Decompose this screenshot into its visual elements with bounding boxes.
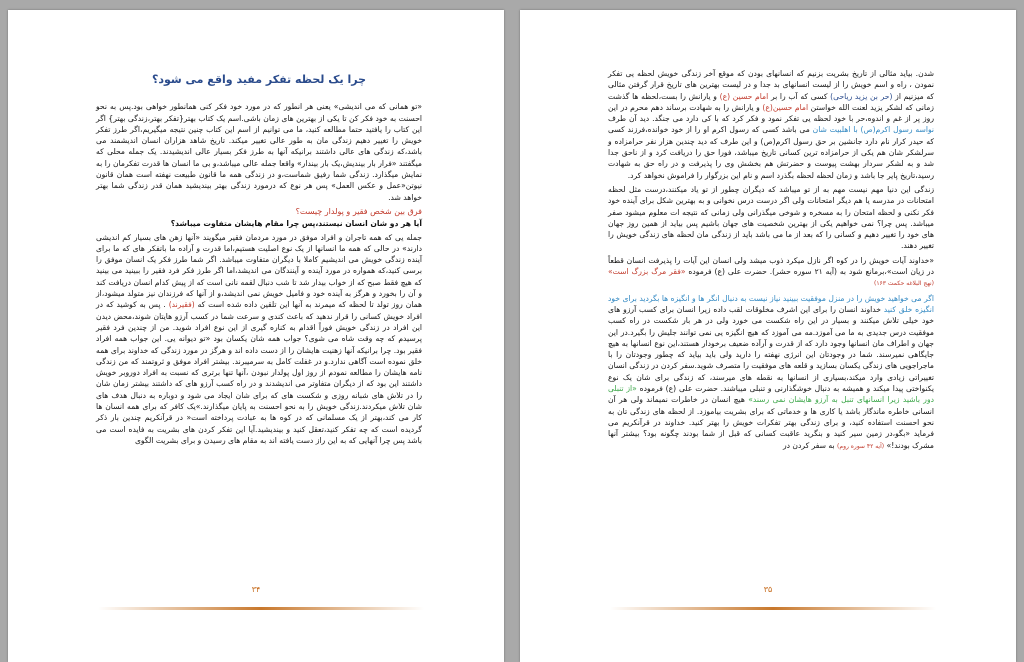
highlight-quote: «از تنبلی دور باشید زیرا انسانهای تنبل به آرزو هایشان نمی رسند» xyxy=(608,384,935,405)
body-text: . پس به کوشید که در افراد خویش کسانی را قرار ندهید که باعث کندی و سرعت شما در کسب آرزو هایتان شوند،محض دیدن این افراد در زندگی خویش فوراً اقدام به کناره گیری از این نوع افراد شوید. من از چندین فرد فقیر پرسیدم که چه وقت شاه می شوی؟ جواب همه شان یکسان بود «تو دیوانه یی. این جواب همه افراد فقیر بود. چرا برانیکه آنها زهنیت هایشان را از دست داده اند و هرگز در مورد زندگی که خداوند برای همه خلق نموده است آگاهی ندارد.و در غفلت کامل به سرمیبرند. بیشتر افراد موفق و ثروتمند که من زندگی نامه هایشان را مطالعه نمودم از روز اول پولدار نبودن ،آنها تنها برتری که نسبت به افراد دوروبر خویش داشتند این بود که از دیگران متفاوتر می اندیشدند و در راه کسب آرزو های که داشتند بیشتر زمان شان را در تلاش های شبانه روزی و شکست های که برای شان ایجاد می شود و دوباره به دنبال هدف های شان تلاش میکردند.زندگی خویش را به نحو احسنت به پایان میگذارند.»یک کافر که برای همه انسان ها کار می کند،بهتر از یک مسلمانی که در کوه ها به عبادت پرداخته است« در قرآنکریم چندین بار ذکر گردیده است که چه تفکر کنید،تعقل کنید و بیندیشید.آیا این تفکر کردن های بشریت به فایده است می باشد پس چرا آنهایی که به این راز دست یافته اند به مقام های رسیدن و برای بشریت الگوی xyxy=(96,300,422,445)
body-text: شدن. بیاید مثالی از تاریخ بشریت بزنیم که انسانهای بودن که موقع آخر زندگی خویش لحظه یی تفکر نمودن ، راه و اسم خویش را از لیست انسانهای بد جدا و در لیست بهترین های تاریخ قرار گرفتن مثالی که میزنیم از xyxy=(608,69,935,101)
highlight-imam: امام حسین (ع) xyxy=(719,91,769,101)
page-title: چرا یک لحظه تفکر مفید واقع می شود؟ xyxy=(151,73,367,86)
body-text: کسی که آب را بر xyxy=(770,91,828,101)
page-number: ۳۵ xyxy=(763,585,773,594)
page-left xyxy=(8,10,504,662)
body-text: و یارانش را بست،لحظه ها گذشت زمانی که لشکر یزید لعنت الله خواستن xyxy=(608,91,934,112)
page-content xyxy=(608,68,934,455)
highlight-hur: (حر بن یزید ریاحی) xyxy=(830,91,893,101)
body-text: جمله یی که همه تاجران و افراد موفق در مورد مردمان فقیر میگویند «آنها زهن های بسیار کم اندیشی دارند» در حالی که همه ما انسانها از یک نوع اصلیت هستیم،اما قدرت و آراده ما باتفکر های که ما برای آینده زندگی خویش می اندیشیم کاملا با دیگران متفاوت میباشد. اگر شما طرز فکر یک انسان موفق را برسی کنید،که همواره در مورد آینده و آینندگان می اندیشد،اما اگر طرز فکر فرد فقیر را ببینید می بینید که هیچ فقط صبح که از خواب بیدار شد تا شب دنبال لقمه نانی است که از پیش کدام انسان دریافت کند و آن را بخورد و هرگز به آینده خود و فامیل خویش نمی اندیشد،و از آنها که فرزندان نیز متولد میشود،از همان روز تولد تا لحظه که میمرند به آنها این تلقین داده شده است که xyxy=(96,232,422,310)
body-text: خداوند انسان را برای این اشرف مخلوقات لقب داده زیرا انسان برای کسب آرزو های خود خیلی تلاش میکنند و بسیار در این راه شکست می خورد ولی در هر بار شکست در راه کسب موفقیت درس جدیدی به ما می آموزد.مه می آموزد که هیچ انگیزه یی نمی توانند جلیش را بگیرد.در این جهان و اطراف مان انسانها وجود دارد که از قدرت و آرآده ضعیف برخودار هستند،این نوع انسانها به هیچ جایگاهی نمیرسند. شما در وجودتان این انرژی نهفته را دارید ولی باید بیاید که چطور وجودتان را با ماجراجویی های زندگی یکسان بسازید و قلعه های موفقیت را متصرف شوید.سفر کردن در زندگی انسان تغییراتی زیادی وارد میکند،بسیاری از انسانها به نقطه های میرسند، که زندگی برای شان یک نوع یکنواختی پیدا میکند و همیشه به دنبال خوشگذارنی و تنبلی میباشند. حضرت علی (ع) فرموده xyxy=(608,304,934,394)
highlight-quote: «فقر مرگ بزرگ است» xyxy=(608,267,686,277)
section-subheading: فرق بین شخص فقیر و پولدار چیست؟ xyxy=(295,206,422,216)
body-paragraph xyxy=(96,232,422,447)
highlight-imam: امام حسین(ع) xyxy=(762,102,809,112)
highlight-motivation: اگر می خواهید خویش را در منزل موفقیت ببینید نیاز نیست به دنبال انگر ها و انگیزه ها بگردید برای خود انگیزه خلق کنید xyxy=(608,293,934,314)
life-paragraph: زندگی این دنیا مهم نیست مهم به از تو میباشد که دیگران چطور از تو یاد میکنند،درست مثل لحظه امتحانات در مدرسه یا هم دیگر امتحانات ولی اگر درست درس نخوانی و به بهترین شکل برای آینده خود فکر نکنی و لحظه امتحان را به مسخره و شوخی میگذرانی ولی زمانی که نتیجه ات معلوم میشود صفر میباشد. پس چرا؟ نمی خواهیم یکی از بهترین شخصیت های جهان باشیم پس بیاید از همین روز جهان های خود را تغییر دهیم و کسانی را که بعد از ما می باشد باید از زندگی مان لحظه های زندگی خویش را تغییر دهند. xyxy=(608,184,934,251)
hur-paragraph xyxy=(608,68,934,181)
motivation-paragraph xyxy=(608,293,934,452)
body-text: هیچ انسان در خاطرات نمیماند ولی هر آن انسانی خاطره ماندگار باشد یا کاری ها و خدماتی که برای بشریت بیاموزد. از لحظه های زندگی تان به نحو احسنت استفاده کنید، و برای زندگی بهتر تفکرات خویش را بهتر کنید. خداوند در قرآنکریم می فرماید «بگو،در زمین سیر کنید و بنگرید عاقبت کسانی که قبل از شما بودند چگونه بود؟ بیشتر آنها مشرک بودند!» xyxy=(608,395,934,450)
page-content xyxy=(96,68,422,449)
body-text: می باشد کسی که رسول اکرم او را از خود خوانده،فرزند کسی که حیدر کرار نام دارد جانشین بر حق رسول اکرم(ص) و این طرف که دید چندین هزار نفر حرامزاده و سرلشکر شان هم یکی از حرامزاده ترین کسانی تاریخ میباشد، فورا حق را دریافت کرد و از ناحق جدا شد و به لشکر سردار بهشت پیوست و حضرتش هم بخشش وی را پذیرفت و در راه حق به شهادت رسید،تاریخ پایر جا باشد و زمان لحظه لحظه بگذرد اسم و نام این بزرگوار را فراموش نخواهد کرد. xyxy=(608,125,934,180)
intro-paragraph: «تو همانی که می اندیشی» یعنی هر انطور که در مورد خود فکر کنی همانطور خواهی بود.پس به نحو احسنت به خود فکر کن تا یکی از بهترین های زمان باشی.اسم یک کتاب بهتر{تفکر بهتر،زندگی بهتر} اگر این کتاب را یافتید حتما مطالعه کنید، ما می توانیم از اسم این کتاب چنین نتیجه میگیریم،اگر طرز تفکر خویش را تغییر دهیم زندگی مان به طور عالی تغییر میکند. تاریخ شاهد هزاران انسان اندیشمند می باشد،که زندگی های عالی داشتند برانیکه آنها به طرز فکر بسیار عالی اندیشیدند. یک جمله محلی که میگفتند «فرار بار بیندیش،یک بار بیندار» واقعا جمله عالی میباشد،و بی ما انسان ها قدرت تفکرمان را به نمایش میگذارد. زندگی شما رفیق شماست،و در زندگی همه ما قانون طبیعت نهفته است همان قانون نیوتن«عمل و عکس العمل» پس هر نوع که درمورد زندگی بهتر بیندیشید همان قدر زندگی شما بهتر خواهد شد. xyxy=(96,102,422,202)
quote-paragraph xyxy=(608,255,934,290)
page-number: ۳۴ xyxy=(251,585,261,594)
body-text: و یارانش را به شهادت برساند دهم محرم در این روز پر از غم و اندوه،حر با خود لحظه یی تفکر نمود و فکر کرد که با کی دارد می جنگد. دید آن طرف xyxy=(608,102,934,124)
highlight-nawasa: نواسه رسول اکرم(ص) با اهلبیت شان xyxy=(812,125,934,135)
reference: (آیه ۴۲ سوره روم) xyxy=(837,442,885,450)
question-line: آیا هر دو شان انسان نیستند،پس چرا مقام هایشان متفاوت میباشد؟ xyxy=(170,219,422,229)
body-text: به سفر کردن در xyxy=(782,440,835,450)
page-right xyxy=(520,10,1016,662)
footer-rule xyxy=(98,607,424,610)
body-text: «خداوند آیات خویش را در کوه اگر نازل میکرد ذوب میشد ولی انسان این آیات را پذیرفت انسان قطعاً در زیان است»،برمانع شود به (آیه ۲۱ سوره حشر). حضرت علی (ع) فرموده xyxy=(608,255,934,277)
highlight-faqir: (فقیرند) xyxy=(168,300,195,310)
reference: (نهج البلاغه حکمت ۱۶۳) xyxy=(873,280,934,288)
footer-rule xyxy=(610,607,936,610)
